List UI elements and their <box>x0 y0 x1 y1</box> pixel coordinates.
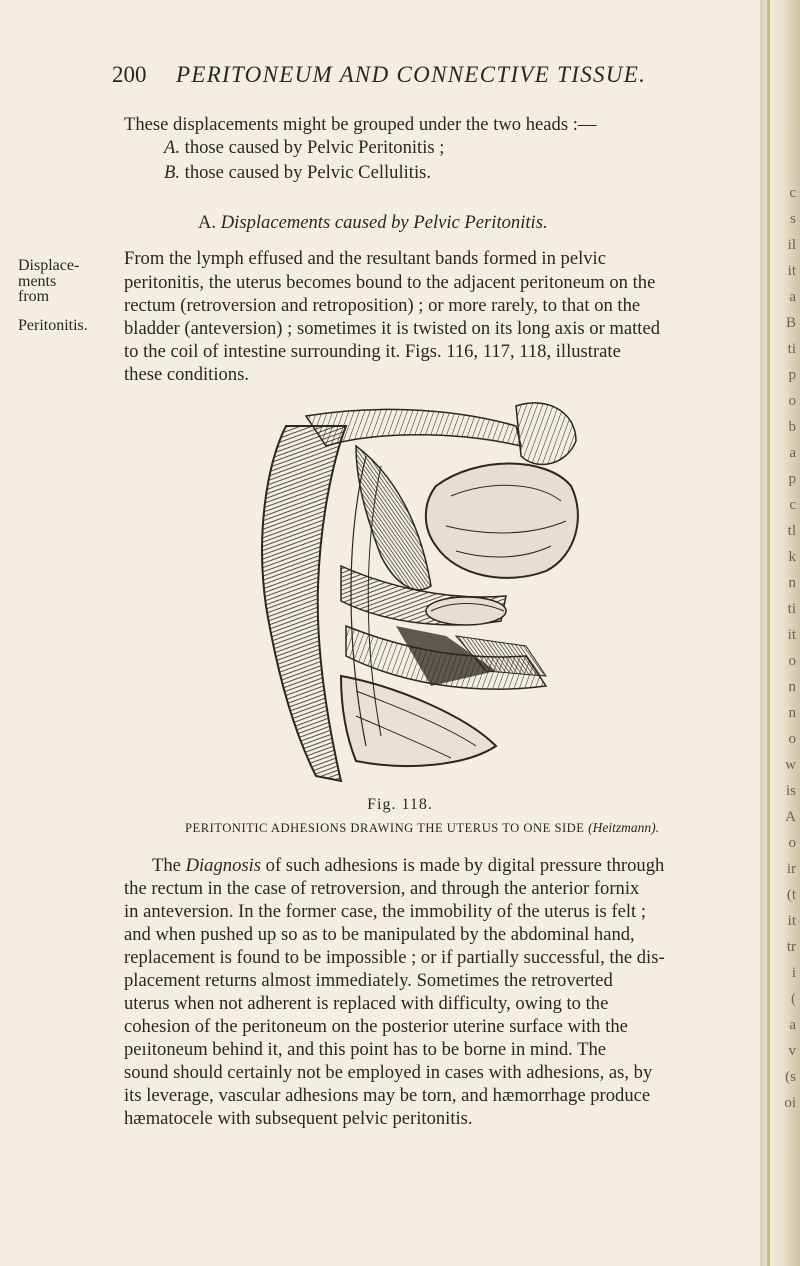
next-page-letter: ti <box>787 601 796 617</box>
next-page-letter: n <box>788 679 796 695</box>
margin-note-line: Displace- <box>18 257 80 274</box>
next-page-letter: c <box>789 497 796 513</box>
next-page-letter: k <box>788 549 796 565</box>
section-title: Displacements caused by Pelvic Peritonitis. <box>220 212 548 233</box>
paragraph2-line: placement returns almost immediately. Sometimes the retroverted <box>124 970 613 991</box>
next-page-letter: it <box>787 263 796 279</box>
paragraph1-line: From the lymph effused and the resultant bands formed in pelvic <box>124 248 606 269</box>
next-page-letter: tl <box>787 523 796 539</box>
head-text: those caused by Pelvic Peritonitis ; <box>184 137 445 158</box>
next-page-letter: o <box>788 835 796 851</box>
next-page-letter: il <box>787 237 796 253</box>
paragraph2-line: the rectum in the case of retroversion, and through the anterior fornix <box>124 878 640 899</box>
margin-note <box>18 257 110 334</box>
next-page-letter: n <box>788 575 796 591</box>
section-heading <box>198 212 548 234</box>
next-page-letter: o <box>788 731 796 747</box>
running-title: PERITONEUM AND CONNECTIVE TISSUE. <box>176 62 647 87</box>
figure-caption-main: PERITONITIC ADHESIONS DRAWING THE UTERUS TO ONE SIDE <box>185 821 585 835</box>
next-page-letter: (t <box>786 887 796 903</box>
head-text: those caused by Pelvic Cellulitis. <box>184 162 432 183</box>
figure-number: Fig. 118. <box>367 796 433 813</box>
next-page-letter: n <box>788 705 796 721</box>
paragraph2-line: in anteversion. In the former case, the immobility of the uterus is felt ; <box>124 901 647 922</box>
next-page-letters <box>764 40 800 1240</box>
paragraph1-line: to the coil of intestine surrounding it. Figs. 116, 117, 118, illustrate <box>124 341 621 362</box>
margin-note-line: ments <box>18 272 57 290</box>
paragraph1-line: peritonitis, the uterus becomes bound to the adjacent peritoneum on the <box>124 272 656 293</box>
margin-note-line: from <box>18 288 50 305</box>
paragraph2-line: cohesion of the peritoneum on the posterior uterine surface with the <box>124 1016 628 1037</box>
page-header <box>112 62 672 94</box>
next-page-letter: p <box>788 367 796 383</box>
paragraph1-line: rectum (retroversion and retroposition) ; or more rarely, to that on the <box>124 295 641 316</box>
paragraph1-line: these conditions. <box>124 364 249 385</box>
paragraph2-line: its leverage, vascular adhesions may be torn, and hæmorrhage produce <box>124 1085 651 1106</box>
page-number: 200 <box>112 62 147 87</box>
head-item-a <box>164 137 724 159</box>
paragraph2-line: uterus when not adherent is replaced with difficulty, owing to the <box>124 993 609 1014</box>
next-page-letter: v <box>788 1043 796 1059</box>
paragraph2-line: peıitoneum behind it, and this point has to be borne in mind. The <box>124 1039 606 1060</box>
next-page-letter: o <box>788 653 796 669</box>
paragraph2-first-line: The Diagnosis of such adhesions is made by digital pressure through <box>152 855 665 876</box>
paragraph1-line: bladder (anteversion) ; sometimes it is twisted on its long axis or matted <box>124 318 661 339</box>
next-page-letter: a <box>789 445 796 461</box>
next-page-letter: p <box>788 471 796 487</box>
next-page-letter: c <box>789 185 796 201</box>
next-page-letter: a <box>789 289 796 305</box>
next-page-letter: tr <box>786 939 796 955</box>
paragraph2-line: and when pushed up so as to be manipulated by the abdominal hand, <box>124 924 635 945</box>
paragraph2-line: replacement is found to be impossible ; or if partially successful, the dis- <box>124 947 665 968</box>
figure-caption <box>112 820 732 836</box>
head-key: A. <box>164 137 181 158</box>
section-prefix: A. <box>198 212 217 233</box>
next-page-letter: w <box>785 757 796 773</box>
head-key: B. <box>164 162 181 183</box>
next-page-letter: it <box>787 627 796 643</box>
margin-note-line: Peritonitis. <box>18 317 88 334</box>
next-page-letter: it <box>787 913 796 929</box>
paragraph2-line: sound should certainly not be employed in cases with adhesions, as, by <box>124 1062 653 1083</box>
paragraph2-line: hæmatocele with subsequent pelvic peritonitis. <box>124 1108 473 1129</box>
next-page-letter: a <box>789 1017 796 1033</box>
next-page-letter: o <box>788 393 796 409</box>
next-page-letter: b <box>788 419 796 435</box>
figure-caption-credit: (Heitzmann). <box>588 820 659 835</box>
next-page-letter: oi <box>784 1095 796 1111</box>
head-item-b <box>164 162 724 184</box>
next-page-letter: A <box>785 809 796 825</box>
next-page-letter: B <box>785 315 796 331</box>
peritonitic-adhesions-illustration <box>246 386 582 786</box>
next-page-edge <box>760 0 800 1266</box>
next-page-letter: ti <box>787 341 796 357</box>
next-page-letter: s <box>790 211 796 227</box>
next-page-letter: i <box>791 965 796 981</box>
next-page-letter: is <box>785 783 796 799</box>
next-page-letter: (s <box>785 1069 796 1085</box>
intro-paragraph: These displacements might be grouped under the two heads :— <box>124 114 597 135</box>
next-page-letter: ir <box>786 861 796 877</box>
next-page-letter: ( <box>791 991 796 1007</box>
